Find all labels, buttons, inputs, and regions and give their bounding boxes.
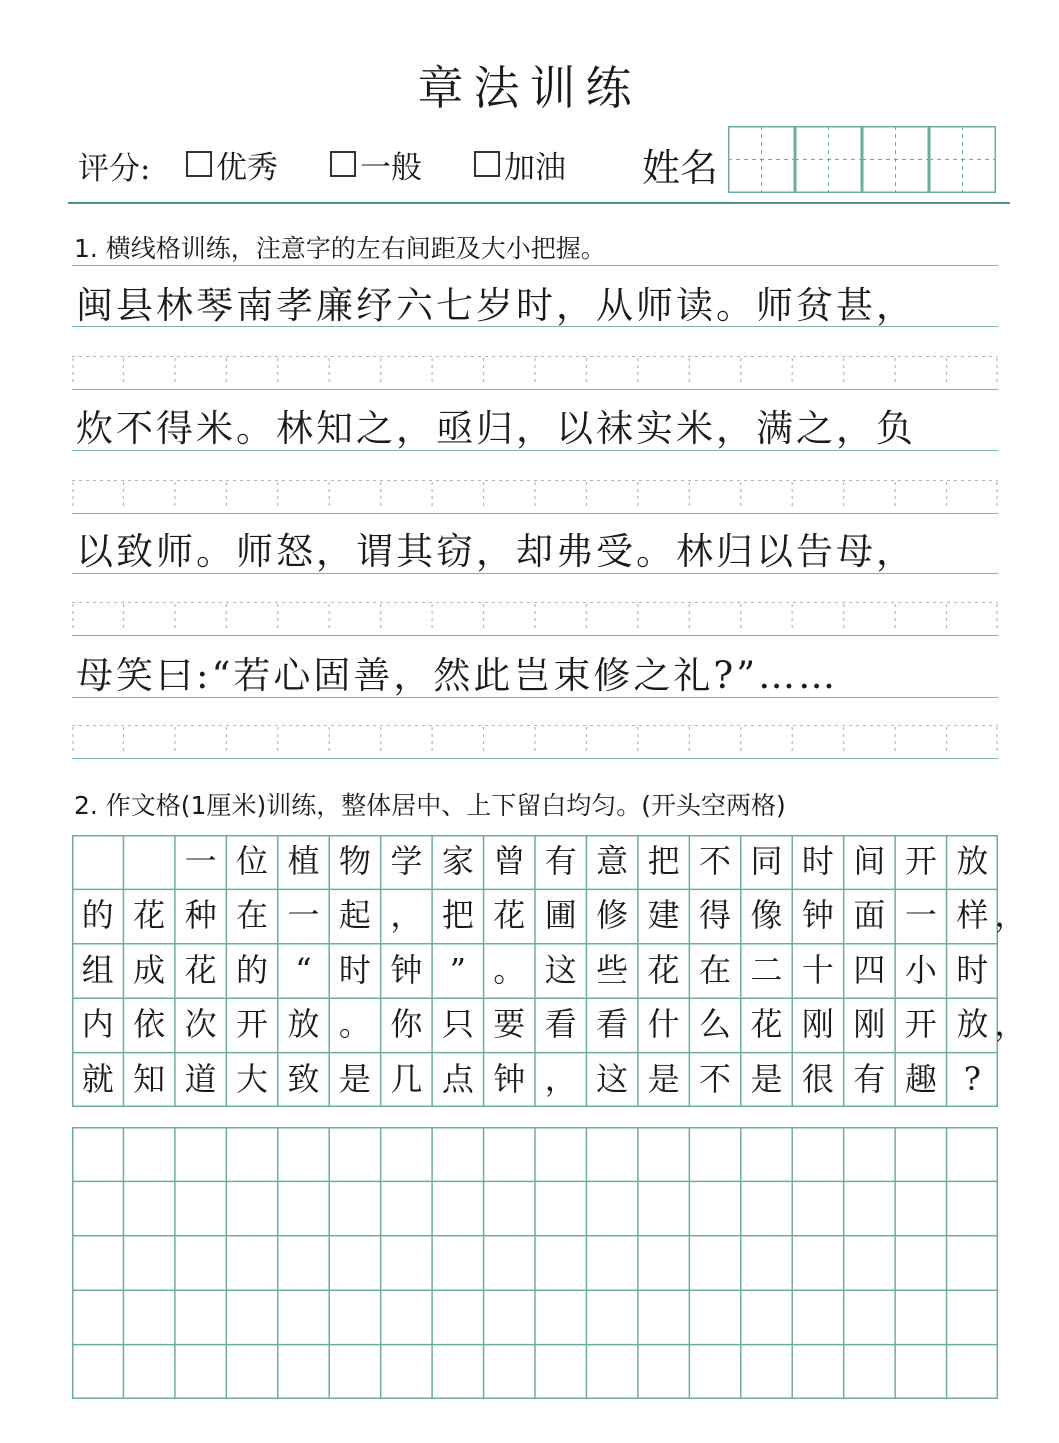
grid-character: 只 (441, 1005, 474, 1044)
rating-option-excellent[interactable] (186, 144, 278, 184)
grid-character: 看 (544, 1005, 577, 1044)
composition-grid-empty[interactable] (72, 1127, 998, 1399)
guide-line (72, 758, 998, 759)
grid-character: 放， (956, 1005, 1033, 1044)
grid-character: 开 (904, 1005, 937, 1044)
rating-option-label: 优秀 (216, 149, 278, 186)
grid-character: 一 (184, 842, 217, 880)
grid-character: 刚 (801, 1005, 834, 1044)
grid-character: 钟 (390, 950, 423, 989)
grid-character: 种 (184, 896, 217, 935)
grid-character: 意 (596, 842, 629, 880)
grid-character: “ (295, 950, 312, 989)
grid-character: 什 (647, 1005, 680, 1044)
grid-character: 看 (596, 1005, 629, 1044)
grid-character: 在 (699, 950, 732, 989)
grid-character: 面 (853, 896, 886, 935)
grid-character: 一 (904, 896, 937, 935)
grid-character: 致 (287, 1059, 320, 1098)
grid-character: 建 (647, 896, 680, 935)
grid-character: 。 (338, 1005, 371, 1044)
grid-character: 家 (441, 842, 474, 880)
rating-option-average[interactable] (330, 144, 422, 184)
grid-character: 一 (287, 896, 320, 935)
section2-instruction: 2. 作文格(1厘米)训练，整体居中、上下留白均匀。(开头空两格) (74, 791, 786, 820)
grid-character: 放 (287, 1005, 320, 1044)
grid-character: ? (963, 1059, 981, 1098)
grid-character: 么 (699, 1005, 732, 1044)
grid-character: 间 (853, 842, 886, 880)
practice-sentence-2: 炊不得米。林知之，亟归，以袜实米，满之，负 (76, 407, 916, 450)
name-writing-grid[interactable] (728, 126, 996, 193)
checkbox-icon[interactable] (474, 151, 500, 177)
grid-character: 是 (647, 1059, 680, 1098)
grid-character: 把 (441, 896, 474, 935)
grid-character: 就 (81, 1059, 114, 1098)
grid-character: 同 (750, 842, 783, 880)
grid-character: 花 (493, 896, 526, 935)
grid-character: 很 (801, 1059, 834, 1098)
grid-character: 十 (801, 950, 834, 989)
grid-character: 点 (441, 1059, 474, 1098)
grid-character: ” (449, 950, 466, 989)
grid-character: 花 (133, 896, 166, 935)
grid-character: 内 (81, 1005, 114, 1044)
page-title: 章法训练 (417, 61, 642, 115)
grid-character: 这 (596, 1059, 629, 1098)
grid-character: 四 (853, 950, 886, 989)
practice-sentence-4: 母笑曰:“若心固善，然此岂束修之礼?”…… (76, 654, 839, 697)
grid-character: 成 (133, 950, 166, 989)
grid-character: 不 (699, 842, 732, 880)
grid-character: 的 (236, 950, 269, 989)
grid-character: 趣 (904, 1059, 937, 1098)
composition-grid-filled (72, 835, 1033, 1107)
grid-character: 放 (956, 842, 989, 880)
grid-character: 有 (853, 1059, 886, 1098)
grid-character: 要 (493, 1005, 526, 1044)
grid-character: 是 (750, 1059, 783, 1098)
rating-option-label: 加油 (504, 149, 566, 186)
guide-line (72, 389, 998, 390)
grid-lines (72, 1127, 998, 1399)
grid-character: 时 (801, 842, 834, 880)
guide-line (72, 326, 998, 327)
grid-character: 有 (544, 842, 577, 880)
grid-character: 得 (699, 896, 732, 935)
grid-character: 道 (184, 1059, 217, 1098)
practice-sentence-1: 闽县林琴南孝廉纾六七岁时，从师读。师贫甚， (76, 284, 916, 327)
grid-character: 小 (904, 950, 937, 989)
grid-character: 你 (390, 1005, 423, 1044)
guide-line (72, 697, 998, 698)
guide-line (72, 450, 998, 451)
grid-character: 像 (750, 896, 783, 935)
checkbox-icon[interactable] (186, 151, 212, 177)
grid-character: 在 (236, 896, 269, 935)
grid-character: 起 (338, 896, 371, 935)
grid-character: 是 (338, 1059, 371, 1098)
grid-character: 些 (596, 950, 629, 989)
grid-character: 学 (390, 842, 423, 880)
grid-character: 的 (81, 896, 114, 935)
grid-character: 这 (544, 950, 577, 989)
grid-character: 刚 (853, 1005, 886, 1044)
grid-character: 位 (236, 842, 269, 880)
trace-row[interactable] (72, 602, 998, 634)
name-label: 姓名 (642, 146, 719, 190)
guide-line (72, 635, 998, 636)
grid-character: 曾 (493, 842, 526, 880)
grid-character: 组 (81, 950, 114, 989)
guide-line (72, 513, 998, 514)
grid-character: 时 (956, 950, 989, 989)
guide-line (72, 265, 998, 266)
grid-character: 依 (133, 1005, 166, 1044)
grid-character: 钟 (801, 896, 834, 935)
grid-character: 圃 (544, 896, 577, 935)
grid-character: 二 (750, 950, 783, 989)
rating-option-keep-going[interactable] (474, 144, 566, 184)
grid-character: 植 (287, 842, 320, 880)
grid-character: 。 (493, 950, 526, 989)
grid-character: 几 (390, 1059, 423, 1098)
grid-character: 时 (338, 950, 371, 989)
grid-character: 开 (904, 842, 937, 880)
header-divider (68, 202, 1010, 204)
trace-row[interactable] (72, 356, 998, 388)
grid-character: 花 (647, 950, 680, 989)
rating-option-label: 一般 (360, 149, 422, 186)
rating-label: 评分: (78, 151, 151, 187)
trace-row[interactable] (72, 480, 998, 512)
grid-character: ， (544, 1059, 577, 1098)
grid-character: 花 (184, 950, 217, 989)
grid-character: 物 (338, 842, 371, 880)
grid-character: 修 (596, 896, 629, 935)
grid-character: 知 (133, 1059, 166, 1098)
grid-character: 次 (184, 1005, 217, 1044)
trace-row[interactable] (72, 725, 998, 757)
practice-sentence-3: 以致师。师怒，谓其窃，却弗受。林归以告母， (76, 530, 916, 573)
grid-character: 不 (699, 1059, 732, 1098)
grid-character: 钟 (493, 1059, 526, 1098)
grid-character: 花 (750, 1005, 783, 1044)
grid-character: 大 (236, 1059, 269, 1098)
section1-instruction: 1. 横线格训练，注意字的左右间距及大小把握。 (74, 234, 606, 263)
guide-line (72, 573, 998, 574)
checkbox-icon[interactable] (330, 151, 356, 177)
grid-character: 样， (956, 896, 1033, 935)
grid-character: 开 (236, 1005, 269, 1044)
grid-character: ， (390, 896, 423, 935)
grid-character: 把 (647, 842, 680, 880)
